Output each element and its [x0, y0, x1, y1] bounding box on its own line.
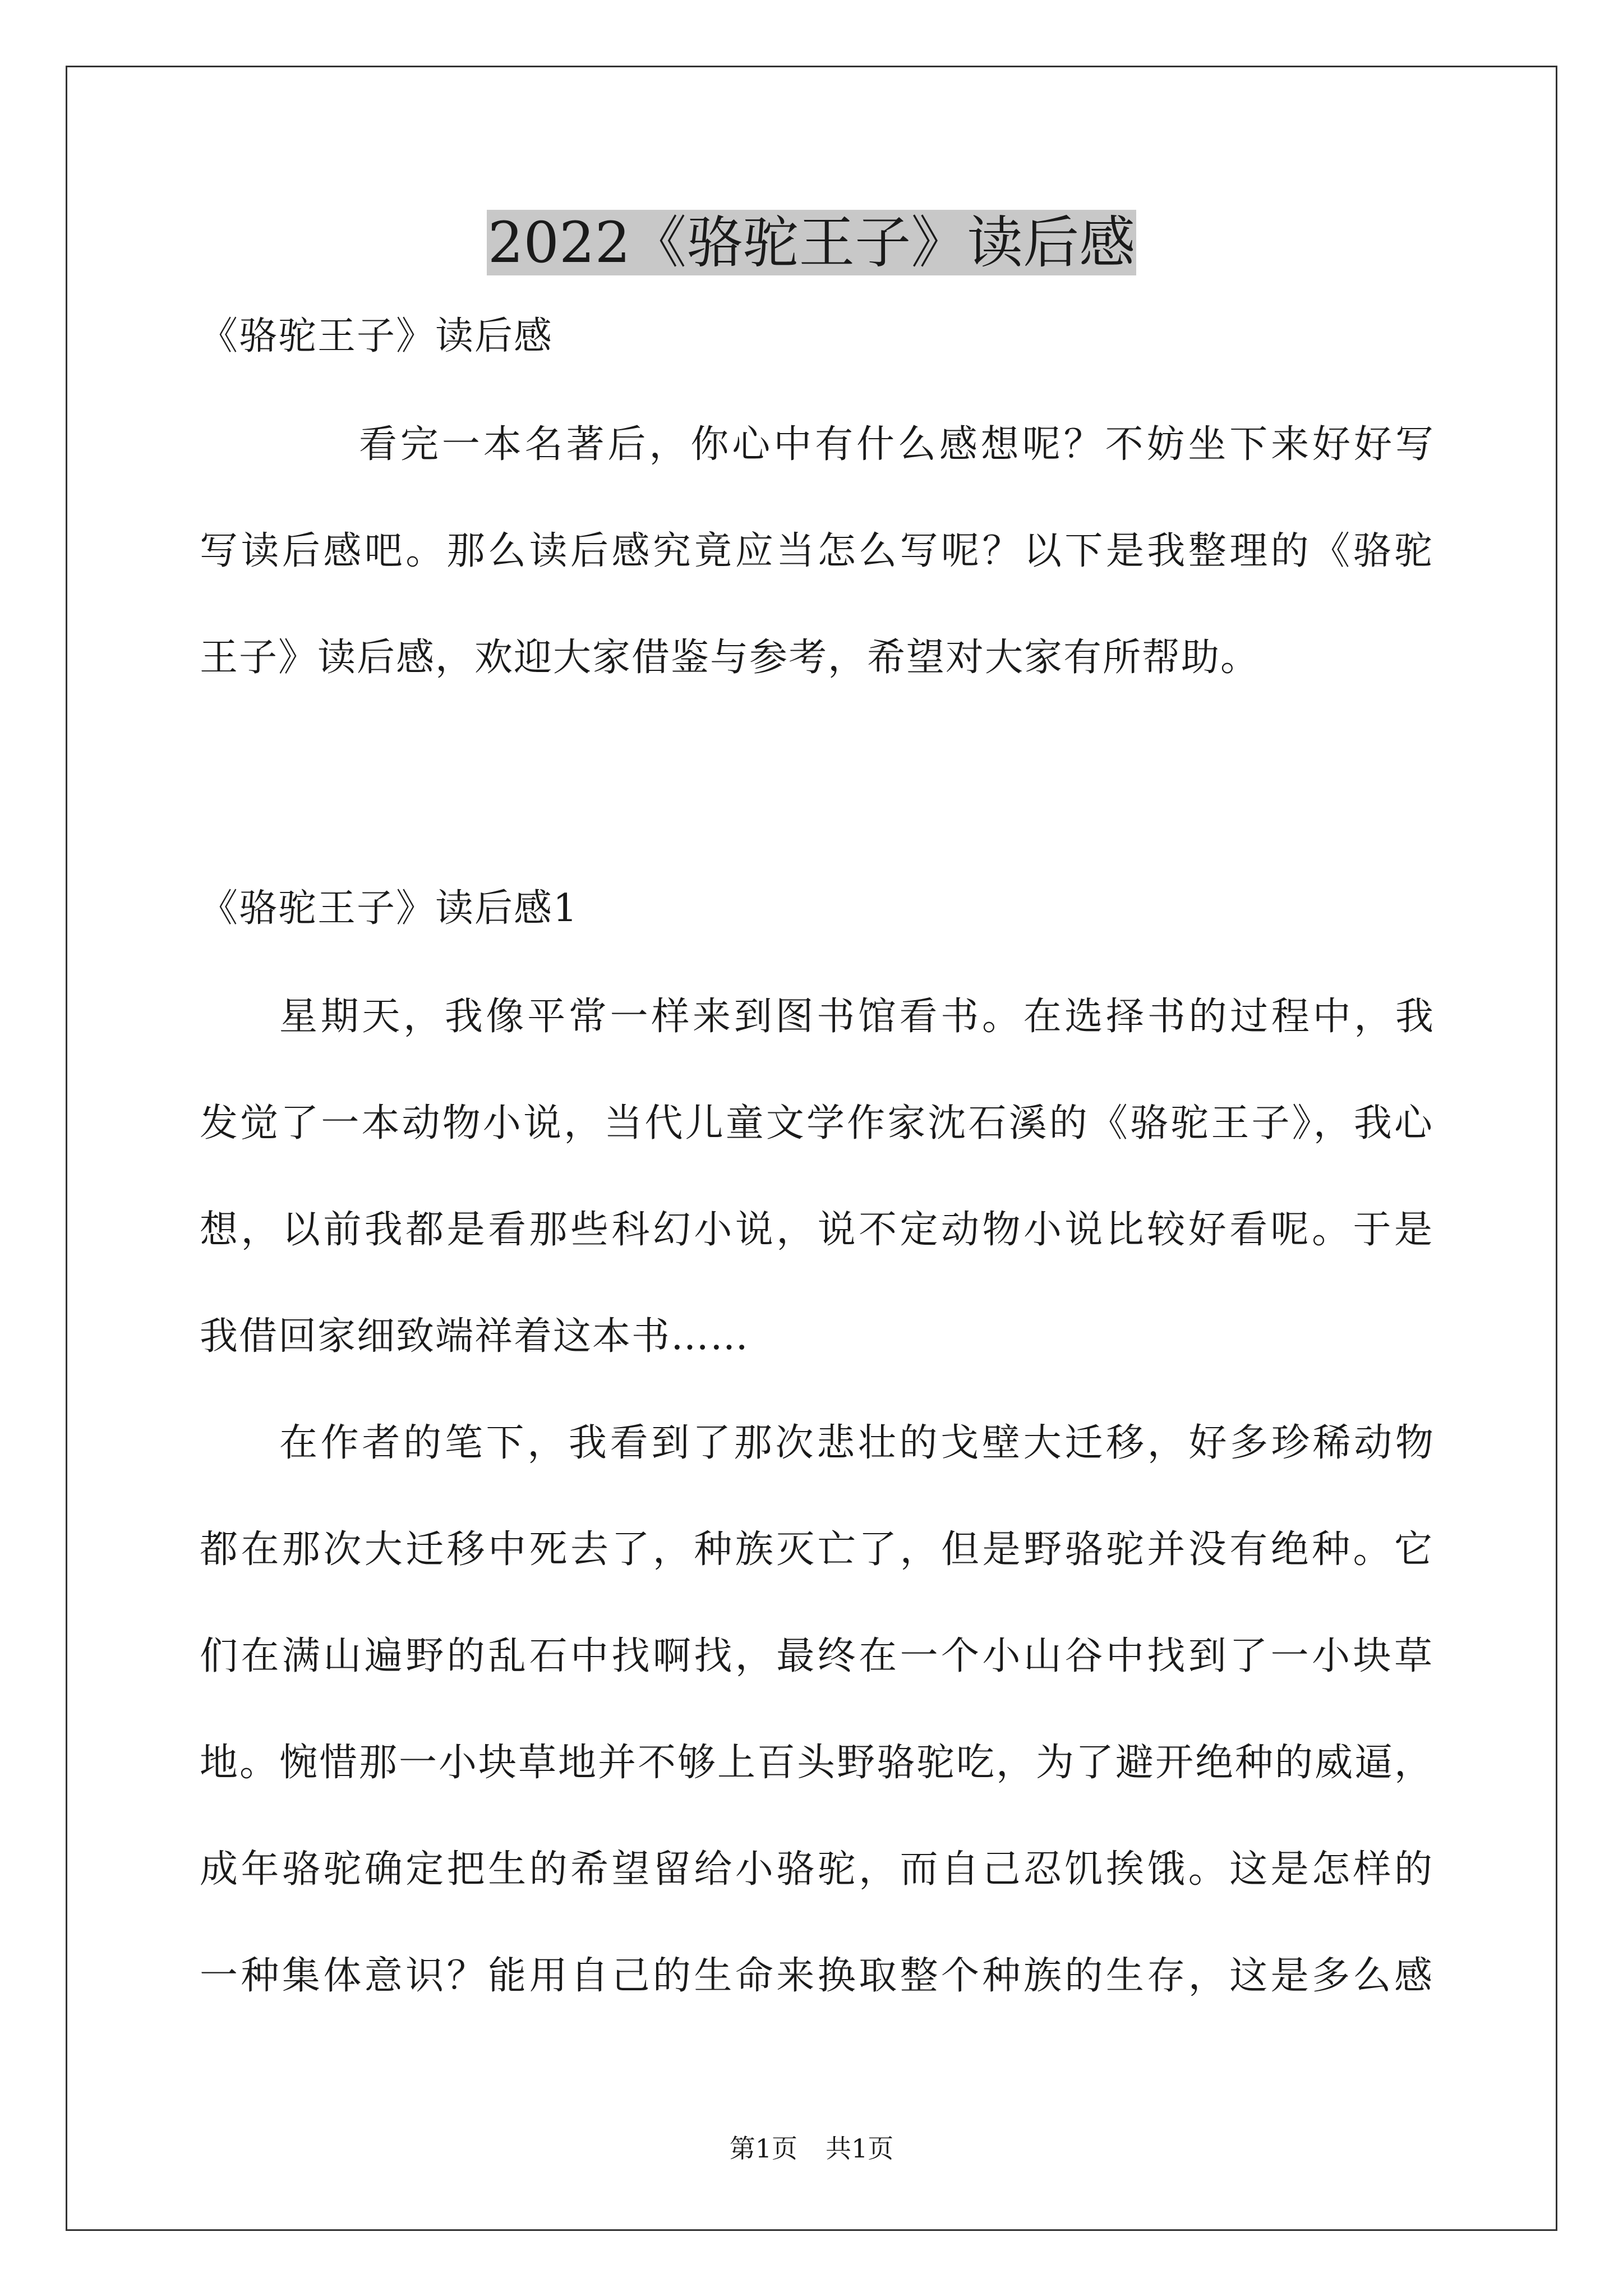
- page-number: 第1页: [729, 2133, 797, 2164]
- paragraph-line: 王子》读后感，欢迎大家借鉴与参考，希望对大家有所帮助。: [200, 636, 1260, 680]
- paragraph-line: 地。惋惜那一小块草地并不够上百头野骆驼吃，为了避开绝种的威逼，: [200, 1741, 1433, 1785]
- paragraph-line: 发觉了一本动物小说，当代儿童文学作家沈石溪的《骆驼王子》，我心: [200, 1101, 1433, 1145]
- section-heading: 《骆驼王子》读后感1: [200, 886, 579, 931]
- paragraph-line: 看完一本名著后，你心中有什么感想呢？不妨坐下来好好写: [359, 422, 1435, 467]
- paragraph-line: 一种集体意识？能用自己的生命来换取整个种族的生存，这是多么感: [200, 1954, 1433, 1998]
- paragraph-line: 星期天，我像平常一样来到图书馆看书。在选择书的过程中，我: [279, 995, 1435, 1039]
- page-total: 共1页: [826, 2133, 894, 2164]
- paragraph-line: 都在那次大迁移中死去了，种族灭亡了，但是野骆驼并没有绝种。它: [200, 1527, 1433, 1572]
- paragraph-line: 在作者的笔下，我看到了那次悲壮的戈壁大迁移，好多珍稀动物: [279, 1421, 1435, 1465]
- paragraph-line: 成年骆驼确定把生的希望留给小骆驼，而自己忍饥挨饿。这是怎样的: [200, 1847, 1433, 1892]
- page-footer: [0, 2132, 1623, 2165]
- document-title-text: 2022《骆驼王子》读后感: [487, 210, 1136, 275]
- document-title: [0, 206, 1623, 279]
- paragraph-line: 们在满山遍野的乱石中找啊找，最终在一个小山谷中找到了一小块草: [200, 1634, 1433, 1678]
- paragraph-line: 写读后感吧。那么读后感究竟应当怎么写呢？以下是我整理的《骆驼: [200, 529, 1433, 573]
- paragraph-line: 想，以前我都是看那些科幻小说，说不定动物小说比较好看呢。于是: [200, 1208, 1433, 1252]
- section-heading: 《骆驼王子》读后感: [200, 314, 554, 358]
- paragraph-line: 我借回家细致端祥着这本书……: [200, 1314, 750, 1359]
